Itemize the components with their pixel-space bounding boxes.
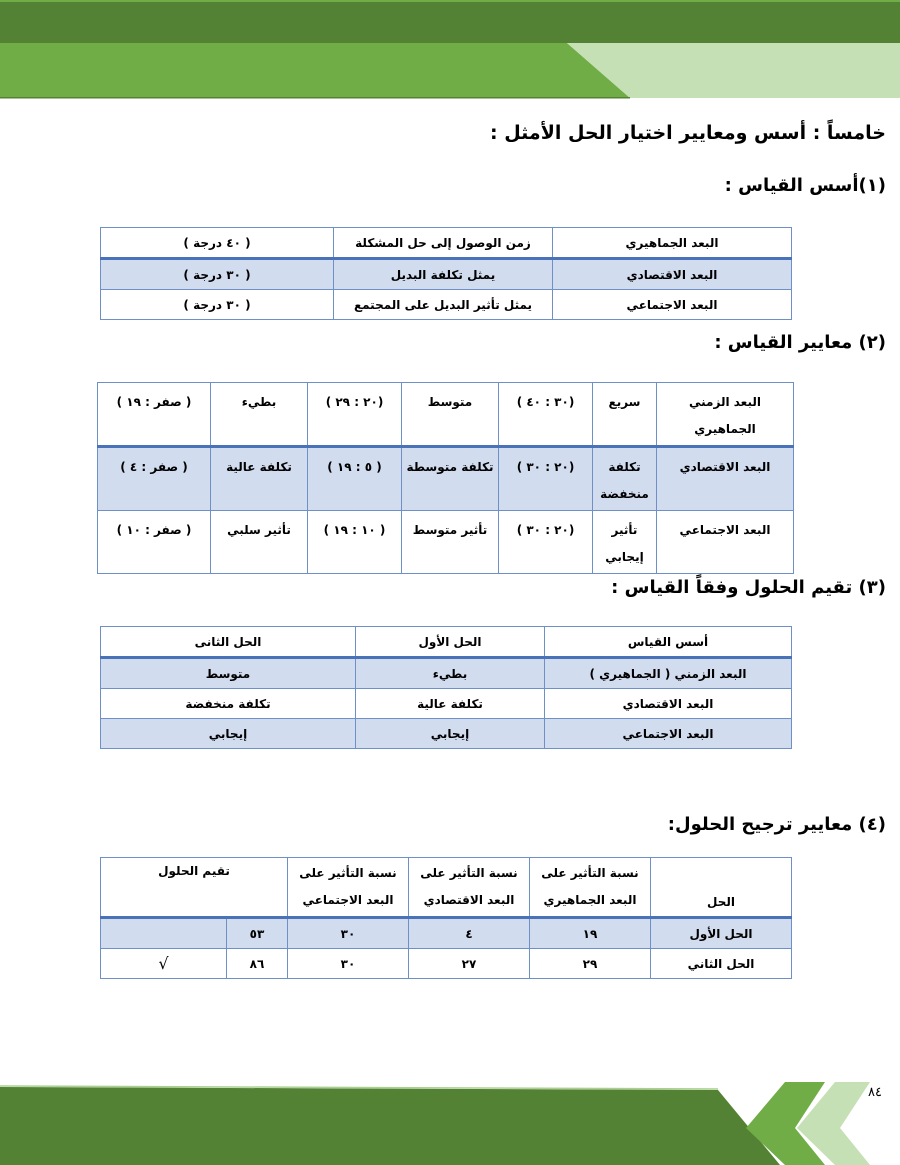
measurement-criteria-table: [97, 382, 794, 574]
table-cell: (٢٠ : ٣٠ ): [499, 447, 593, 511]
page-number: ٨٤: [868, 1085, 882, 1100]
table-cell: تأثير متوسط: [402, 511, 499, 574]
table-cell: ( صفر : ١٠ ): [98, 511, 211, 574]
table-cell: بطيء: [356, 658, 545, 689]
section2-title: (٢) معايير القياس :: [714, 332, 886, 353]
table-header-cell: نسبة التأثير على البعد الجماهيري: [530, 858, 651, 918]
table-row: [101, 228, 792, 259]
table-row: [98, 447, 794, 511]
table-cell: ٥٣: [227, 918, 288, 949]
table-cell: البعد الاجتماعي: [657, 511, 794, 574]
checkmark-cell: √: [101, 949, 227, 979]
solutions-weighting-table: [100, 857, 792, 979]
section4-title: (٤) معايير ترجيح الحلول:: [667, 814, 886, 835]
table-cell: إيجابي: [101, 719, 356, 749]
table-cell: تكلفة عالية: [356, 689, 545, 719]
table-row: [101, 949, 792, 979]
measurement-basis-table: [100, 227, 792, 320]
table-header-row: [101, 627, 792, 658]
table-cell: ٣٠: [288, 918, 409, 949]
table-row: [98, 511, 794, 574]
table-cell: (٣٠ : ٤٠ ): [499, 383, 593, 447]
table-header-cell: الحل الأول: [356, 627, 545, 658]
table-cell: زمن الوصول إلى حل المشكلة: [334, 228, 553, 259]
table-cell: (٢٠ : ٢٩ ): [308, 383, 402, 447]
table-cell: ٨٦: [227, 949, 288, 979]
table-header-cell: نسبة التأثير على البعد الاجتماعي: [288, 858, 409, 918]
section1-title: (١)أسس القياس :: [724, 175, 886, 196]
table-header-cell: تقيم الحلول: [101, 858, 288, 918]
table-cell: [101, 918, 227, 949]
table-row: [101, 259, 792, 290]
table-cell: البعد الاقتصادي: [553, 259, 792, 290]
header-banner: [0, 0, 900, 100]
table-cell: ( صفر : ٤ ): [98, 447, 211, 511]
table-header-row: [101, 858, 792, 918]
table-cell: ( ٣٠ درجة ): [101, 290, 334, 320]
table-cell: ( ٤٠ درجة ): [101, 228, 334, 259]
table-header-cell: أسس القياس: [545, 627, 792, 658]
table-row: [101, 658, 792, 689]
table-cell: ( ٣٠ درجة ): [101, 259, 334, 290]
table-row: [101, 918, 792, 949]
table-cell: الحل الثاني: [651, 949, 792, 979]
table-cell: ٢٧: [409, 949, 530, 979]
header-dark-band: [0, 0, 900, 43]
table-cell: بطيء: [211, 383, 308, 447]
table-cell: ( صفر : ١٩ ): [98, 383, 211, 447]
table-cell: الحل الأول: [651, 918, 792, 949]
table-cell: تكلفة منخفضة: [593, 447, 657, 511]
table-cell: البعد الاجتماعي: [553, 290, 792, 320]
table-cell: البعد الاجتماعي: [545, 719, 792, 749]
table-row: [98, 383, 794, 447]
table-cell: متوسط: [101, 658, 356, 689]
table-cell: تكلفة منخفضة: [101, 689, 356, 719]
table-cell: ( ١٠ : ١٩ ): [308, 511, 402, 574]
table-cell: البعد الزمني الجماهيري: [657, 383, 794, 447]
table-cell: متوسط: [402, 383, 499, 447]
table-cell: تكلفة متوسطة: [402, 447, 499, 511]
table-row: [101, 290, 792, 320]
table-cell: ٣٠: [288, 949, 409, 979]
table-cell: ١٩: [530, 918, 651, 949]
section3-title: (٣) تقيم الحلول وفقاً القياس :: [611, 577, 886, 598]
table-cell: ( ٥ : ١٩ ): [308, 447, 402, 511]
table-cell: البعد الاقتصادي: [657, 447, 794, 511]
table-cell: يمثل تأثير البديل على المجتمع: [334, 290, 553, 320]
table-cell: (٢٠ : ٣٠ ): [499, 511, 593, 574]
table-cell: تأثير سلبي: [211, 511, 308, 574]
footer-dark-band: [0, 1087, 780, 1165]
table-cell: إيجابي: [356, 719, 545, 749]
table-header-cell: الحل الثانى: [101, 627, 356, 658]
table-header-cell: نسبة التأثير على البعد الاقتصادي: [409, 858, 530, 918]
header-bottom-line: [0, 97, 630, 99]
table-cell: البعد الزمني ( الجماهيري ): [545, 658, 792, 689]
header-mid-band: [0, 43, 630, 98]
solutions-evaluation-table: [100, 626, 792, 749]
table-cell: ٤: [409, 918, 530, 949]
table-cell: تكلفة عالية: [211, 447, 308, 511]
table-cell: تأثير إيجابي: [593, 511, 657, 574]
header-top-line: [0, 0, 900, 2]
page-heading: خامساً : أسس ومعايير اختيار الحل الأمثل :: [490, 122, 886, 144]
table-header-cell: الحل: [651, 858, 792, 918]
table-cell: سريع: [593, 383, 657, 447]
table-row: [101, 689, 792, 719]
table-row: [101, 719, 792, 749]
table-cell: البعد الجماهيري: [553, 228, 792, 259]
table-cell: البعد الاقتصادي: [545, 689, 792, 719]
table-cell: ٢٩: [530, 949, 651, 979]
table-cell: يمثل تكلفة البديل: [334, 259, 553, 290]
footer-banner: [0, 1080, 900, 1165]
